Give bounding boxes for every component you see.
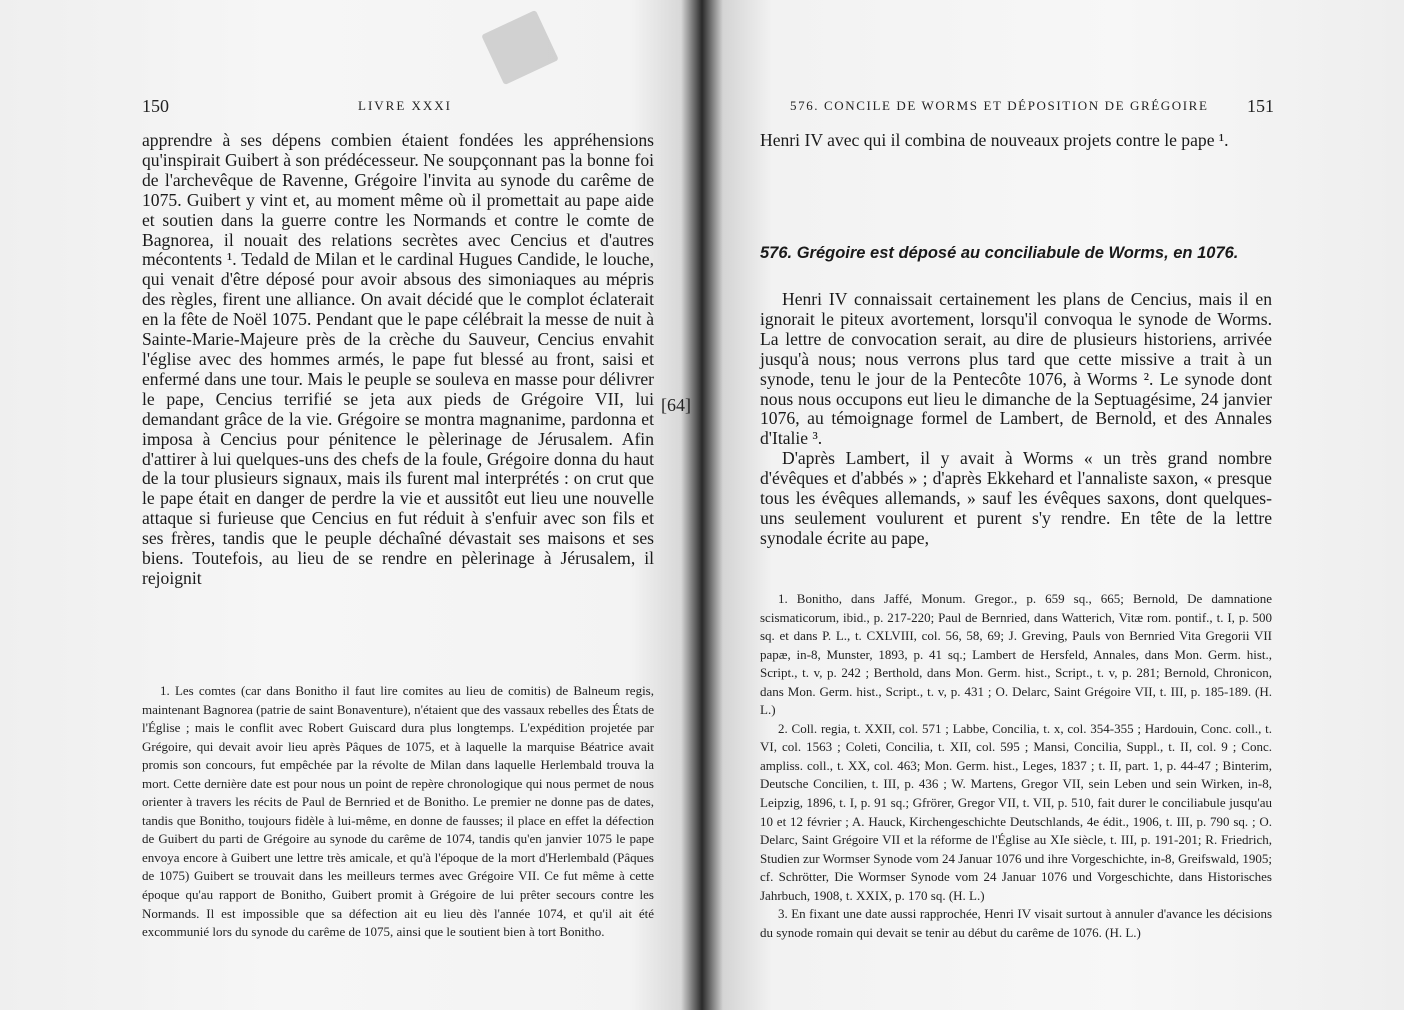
paragraph: Henri IV connaissait certainement les plans de Cencius, mais il en ignorait le piteux avortement, lorsqu'il convoqua le synode de Worms. La lettre de convocation serait, au dire de plusieurs historiens, arrivée jusqu'à nous; nous verrons plus tard que cette missive a trait à un synode, tenu le jour de la Pentecôte 1076, à Worms ². Le synode dont nous nous occupons eut lieu le dimanche de la Septuagésime, 24 janvier 1076, au témoignage formel de Lambert, de Bernold, et des Annales d'Italie ³. [760,289,1272,449]
footnotes [760,590,1272,942]
running-head: 576. CONCILE DE WORMS ET DÉPOSITION DE GRÉGOIRE [790,98,1209,113]
margin-note: [64] [661,395,691,415]
paragraph: Henri IV avec qui il combina de nouveaux projets contre le pape ¹. [760,130,1229,150]
main-text [142,131,654,589]
footnotes [142,682,654,942]
opening-text [760,131,1272,151]
footnote: 1. Les comtes (car dans Bonitho il faut lire comites au lieu de comitis) de Balneum regis, maintenant Bagnorea (patrie de saint Bonaventure), n'étaient que des vassaux rebelles des États de l'Église ; mais le conflit avec Robert Guiscard dura plus longtemps. L'expédition projetée par Grégoire, qui devait avoir lieu après Pâques de 1075, et à laquelle la marquise Béatrice avait promis son concours, fut empêchée par la révolte de Milan dans laquelle Herlembald trouva la mort. Cette dernière date est pour nous un point de repère chronologique qui nous permet de nous orienter à travers les récits de Paul de Bernried et de Bonitho. Le premier ne donne pas de dates, tandis que Bonitho, toujours fidèle à lui-même, en donne de fausses; il place en effet la défection de Guibert du parti de Grégoire au synode du carême de 1074, tandis qu'en janvier 1075 le pape envoya encore à Guibert une lettre très amicale, et qu'à l'époque de la mort d'Herlembald (Pâques de 1075) Guibert se trouvait dans les meilleurs termes avec Grégoire VII. Ce fut même à cette époque qu'au rapport de Bonitho, Guibert promit à Grégoire de lui prêter secours contre les Normands. Il est impossible que sa défection ait eu lieu dès l'année 1074, et qu'il ait été excommunié lors du synode du carême de 1075, ainsi que le soutient bien à tort Bonitho. [142,683,654,940]
ink-smudge [481,10,559,85]
section-heading: 576. Grégoire est déposé au conciliabule de Worms, en 1076. [760,244,1239,262]
paragraph: D'après Lambert, il y avait à Worms « un très grand nombre d'évêques et d'abbés » ; d'après Ekkehard et l'annaliste saxon, « presque tous les évêques allemands, » sauf les évêques saxons, dont quelques-uns seulement voulurent et purent s'y rendre. En tête de la lettre synodale écrite au pape, [760,448,1272,548]
running-head: LIVRE XXXI [358,98,453,113]
right-page [712,0,1404,1010]
footnote: 3. En fixant une date aussi rapprochée, Henri IV visait surtout à annuler d'avance les décisions du synode romain qui devait se tenir au début du carême de 1076. (H. L.) [760,906,1272,940]
main-text [760,290,1272,549]
page-number: 150 [142,96,169,116]
page-number: 151 [1247,96,1274,116]
footnote: 2. Coll. regia, t. XXII, col. 571 ; Labbe, Concilia, t. x, col. 354-355 ; Hardouin, Conc. coll., t. VI, col. 1563 ; Coleti, Concilia, t. XII, col. 595 ; Mansi, Concilia, Suppl., t. II, col. 9 ; Conc. ampliss. coll., t. XX, col. 463; Mon. Germ. hist., Leges, 1837 ; t. II, part. 1, p. 44-47 ; Binterim, Deutsche Concilien, t. III, p. 436 ; W. Martens, Gregor VII, sein Leben und sein Wirken, in-8, Leipzig, 1896, t. I, p. 91 sq.; Gfrörer, Gregor VII, t. VII, p. 510, fait durer le conciliabule jusqu'au 10 et 12 février ; A. Hauck, Kirchengeschichte Deutschlands, 4e édit., 1906, t. III, p. 790 sq. ; O. Delarc, Saint Grégoire VII et la réforme de l'Église au XIe siècle, t. III, p. 191-201; R. Friedrich, Studien zur Wormser Synode vom 24 Januar 1076 und ihre Vorgeschichte, in-8, Greifswald, 1905; cf. Schrötter, Die Wormser Synode vom 24 Januar 1076 und Vorgeschichte, dans Historisches Jahrbuch, 1908, t. XXIX, p. 170 sq. (H. L.) [760,720,1272,903]
left-page [0,0,700,1010]
paragraph: apprendre à ses dépens combien étaient fondées les appréhensions qu'inspirait Guibert à son prédécesseur. Ne soupçonnant pas la bonne foi de l'archevêque de Ravenne, Grégoire l'invita au synode du carême de 1075. Guibert y vint et, au moment même où il promettait au pape aide et soutien dans la guerre contre les Normands et contre le comte de Bagnorea, il nouait des relations secrètes avec Cencius et d'autres mécontents ¹. Tedald de Milan et le cardinal Hugues Candide, le louche, qui venait d'être déposé pour avoir absous des simoniaques au mépris des règles, firent une alliance. On avait décidé que le complot éclaterait en la fête de Noël 1075. Pendant que le pape célébrait la messe de nuit à Sainte-Marie-Majeure près de la crèche du Sauveur, Cencius envahit l'église avec des hommes armés, le pape fut blessé au front, saisi et enfermé dans une tour. Mais le peuple se souleva en masse pour délivrer le pape, Cencius terrifié se jeta aux pieds de Grégoire VII, lui demandant grâce de la vie. Grégoire se montra magnanime, pardonna et imposa à Cencius pour pénitence le pèlerinage de Jérusalem. Afin d'attirer à lui quelques-uns des chefs de la foule, Grégoire donna du haut de la tour plusieurs signaux, mais ils furent mal interprétés : on crut que le pape était en danger de perdre la vie et aussitôt eut lieu une nouvelle attaque si furieuse que Cencius en fut réduit à s'enfuir avec son fils et ses frères, tandis que le peuple déchaîné dévastait ses maisons et ses biens. Toutefois, au lieu de se rendre en pèlerinage à Jérusalem, il rejoignit [142,130,654,588]
footnote: 1. Bonitho, dans Jaffé, Monum. Gregor., p. 659 sq., 665; Bernold, De damnatione scismaticorum, ibid., p. 217-220; Paul de Bernried, dans Watterich, Vitæ rom. pontif., t. I, p. 500 sq. et dans P. L., t. CXLVIII, col. 56, 58, 69; J. Greving, Pauls von Bernried Vita Gregorii VII papæ, in-8, Munster, 1893, p. 41 sq.; Lambert de Hersfeld, Annales, dans Mon. Germ. hist., Script., t. v, p. 242 ; Berthold, dans Mon. Germ. hist., Script., t. v, p. 281; Bernold, Chronicon, dans Mon. Germ. hist., Script., t. v, p. 431 ; O. Delarc, Saint Grégoire VII, t. III, p. 185-189. (H. L.) [760,591,1272,718]
